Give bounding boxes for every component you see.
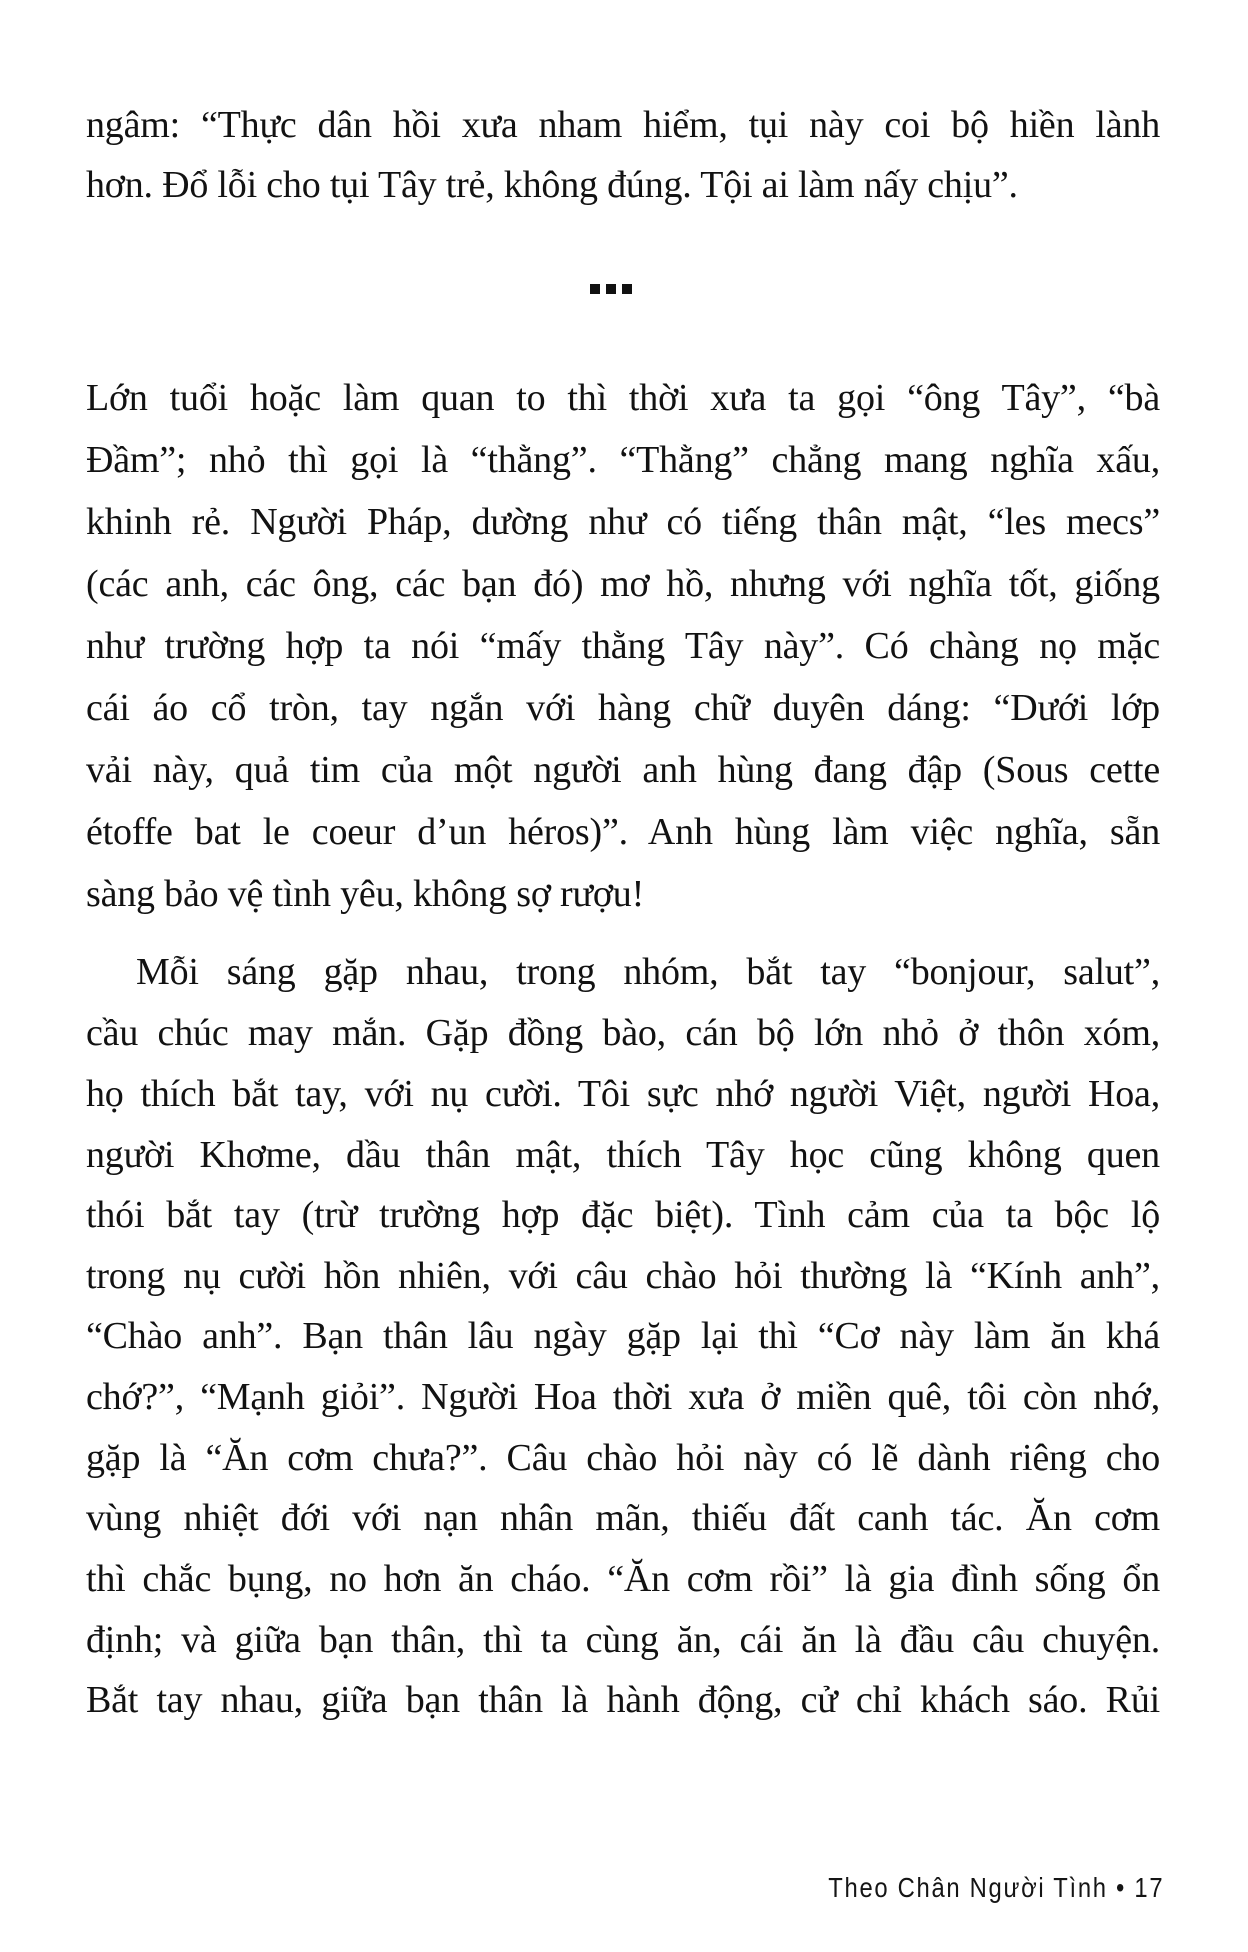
text-line: cầu chúc may mắn. Gặp đồng bào, cán bộ lớn nhỏ ở thôn xóm, [86,1012,1160,1054]
text-line: định; và giữa bạn thân, thì ta cùng ăn, cái ăn là đầu câu chuyện. [86,1619,1160,1661]
text-line: vùng nhiệt đới với nạn nhân mãn, thiếu đất canh tác. Ăn cơm [86,1497,1160,1539]
text-line: hơn. Đổ lỗi cho tụi Tây trẻ, không đúng. Tội ai làm nấy chịu”. [86,164,1018,206]
separator-square [590,284,600,294]
running-footer [828,1872,1164,1904]
text-line: khinh rẻ. Người Pháp, dường như có tiếng thân mật, “les mecs” [86,501,1160,543]
book-title: Theo Chân Người Tình [828,1872,1108,1903]
text-line: Lớn tuổi hoặc làm quan to thì thời xưa ta gọi “ông Tây”, “bà [86,377,1160,419]
text-line: họ thích bắt tay, với nụ cười. Tôi sực nhớ người Việt, người Hoa, [86,1073,1160,1115]
text-line: “Chào anh”. Bạn thân lâu ngày gặp lại thì “Cơ này làm ăn khá [86,1315,1160,1357]
text-line: thì chắc bụng, no hơn ăn cháo. “Ăn cơm rồi” là gia đình sống ổn [86,1558,1160,1600]
footer-bullet: • [1115,1872,1126,1903]
text-line: Mỗi sáng gặp nhau, trong nhóm, bắt tay “bonjour, salut”, [136,951,1160,993]
text-line: chớ?”, “Mạnh giỏi”. Người Hoa thời xưa ở miền quê, tôi còn nhớ, [86,1376,1160,1418]
text-line: Bắt tay nhau, giữa bạn thân là hành động, cử chỉ khách sáo. Rủi [86,1679,1160,1721]
text-line: trong nụ cười hồn nhiên, với câu chào hỏi thường là “Kính anh”, [86,1255,1160,1297]
text-line: gặp là “Ăn cơm chưa?”. Câu chào hỏi này có lẽ dành riêng cho [86,1437,1160,1479]
page-number: 17 [1134,1872,1164,1903]
separator-square [606,284,616,294]
text-line: étoffe bat le coeur d’un héros)”. Anh hùng làm việc nghĩa, sẵn [86,811,1160,853]
text-line: (các anh, các ông, các bạn đó) mơ hồ, nhưng với nghĩa tốt, giống [86,563,1160,605]
section-separator [590,284,632,294]
text-line: vải này, quả tim của một người anh hùng đang đập (Sous cette [86,749,1160,791]
text-line: cái áo cổ tròn, tay ngắn với hàng chữ duyên dáng: “Dưới lớp [86,687,1160,729]
text-line: ngâm: “Thực dân hồi xưa nham hiểm, tụi này coi bộ hiền lành [86,104,1160,146]
text-line: như trường hợp ta nói “mấy thằng Tây này”. Có chàng nọ mặc [86,625,1160,667]
text-line: sàng bảo vệ tình yêu, không sợ rượu! [86,873,645,915]
text-line: người Khơme, dầu thân mật, thích Tây học cũng không quen [86,1134,1160,1176]
separator-square [622,284,632,294]
text-line: Đầm”; nhỏ thì gọi là “thằng”. “Thằng” chẳng mang nghĩa xấu, [86,439,1160,481]
text-line: thói bắt tay (trừ trường hợp đặc biệt). Tình cảm của ta bộc lộ [86,1194,1160,1236]
